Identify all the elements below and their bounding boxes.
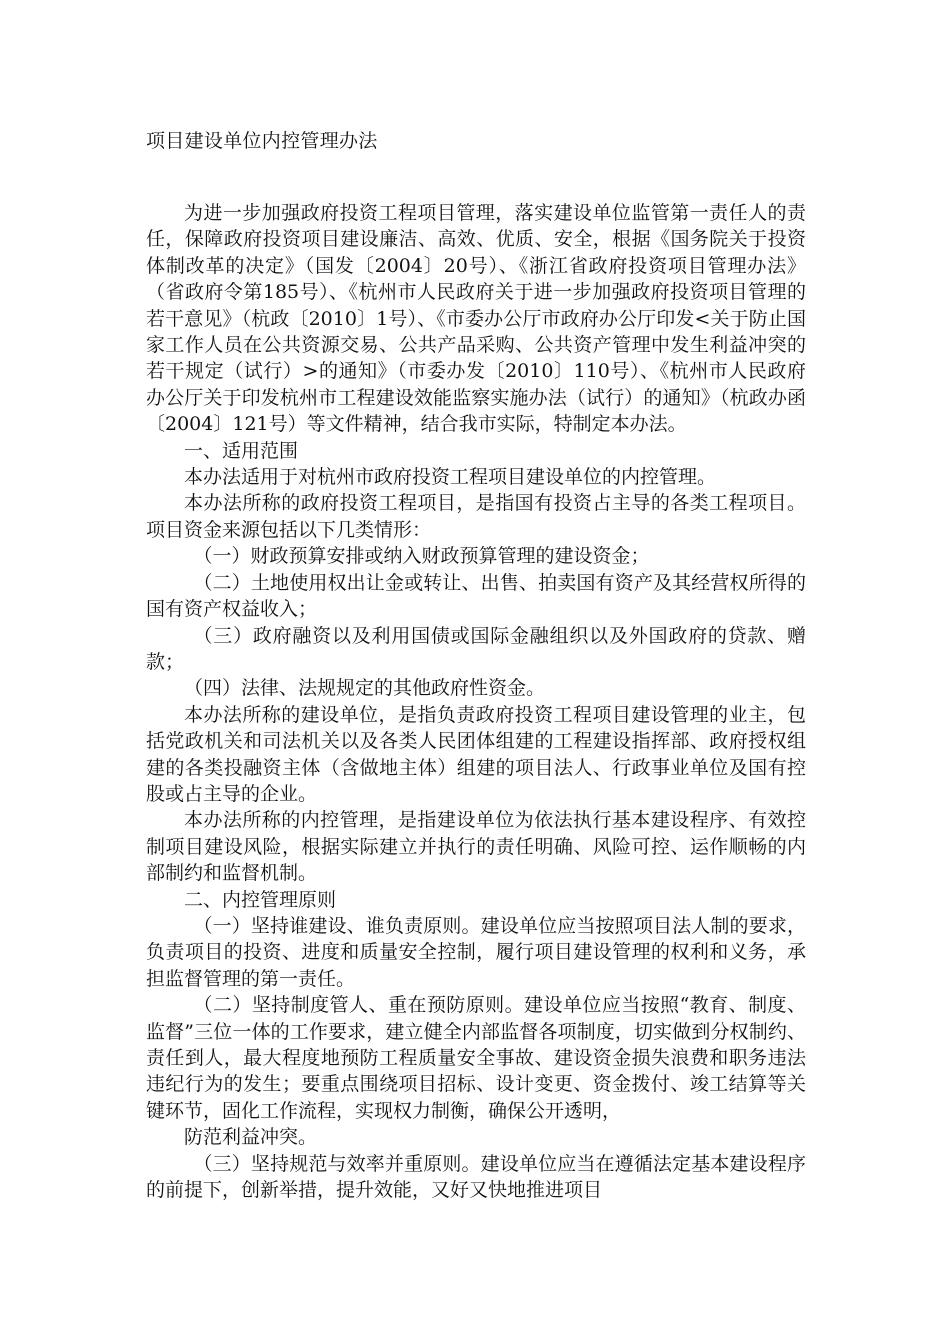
document-body [146,200,806,1203]
scope-item-4: （四）法律、法规规定的其他政府性资金。 [184,677,546,700]
principle-item-2-continued: 防范利益冲突。 [184,1126,318,1149]
scope-item-2: （二）土地使用权出让金或转让、出售、拍卖国有资产及其经营权所得的国有资产权益收入； [146,571,806,621]
scope-paragraph-1: 本办法适用于对杭州市政府投资工程项目建设单位的内控管理。 [184,466,717,489]
scope-item-1: （一）财政预算安排或纳入财政预算管理的建设资金； [193,545,650,568]
principle-item-1: （一）坚持谁建设、谁负责原则。建设单位应当按照项目法人制的要求，负责项目的投资、进度和质量安全控制，履行项目建设管理的权利和义务，承担监督管理的第一责任。 [146,914,806,990]
intro-paragraph: 为进一步加强政府投资工程项目管理，落实建设单位监管第一责任人的责任，保障政府投资项目建设廉洁、高效、优质、安全，根据《国务院关于投资体制改革的决定》（国发〔2004〕20号）、《浙江省政府投资项目管理办法》（省政府令第185号）、《杭州市人民政府关于进一步加强政府投资项目管理的若干意见》（杭政〔2010〕1号）、《市委办公厅市政府办公厅印发<关于防止国家工作人员在公共资源交易、公共产品采购、公共资产管理中发生利益冲突的若干规定（试行）>的通知》（市委办发〔2010〕110号）、《杭州市人民政府办公厅关于印发杭州市工程建设效能监察实施办法（试行）的通知》（杭政办函〔2004〕121号）等文件精神，结合我市实际，特制定本办法。 [146,202,806,436]
scope-paragraph-2: 本办法所称的政府投资工程项目，是指国有投资占主导的各类工程项目。项目资金来源包括以下几类情形： [146,492,806,541]
scope-paragraph-3: 本办法所称的建设单位，是指负责政府投资工程项目建设管理的业主，包括党政机关和司法机关以及各类人民团体组建的工程建设指挥部、政府授权组建的各类投融资主体（含做地主体）组建的项目法人、行政事业单位及国有控股或占主导的企业。 [146,703,806,805]
principle-item-3: （三）坚持规范与效率并重原则。建设单位应当在遵循法定基本建设程序的前提下，创新举措，提升效能，又好又快地推进项目 [146,1152,806,1202]
section-heading-principles: 二、内控管理原则 [184,888,337,911]
scope-paragraph-4: 本办法所称的内控管理，是指建设单位为依法执行基本建设程序、有效控制项目建设风险，根据实际建立并执行的责任明确、风险可控、运作顺畅的内部制约和监督机制。 [146,809,806,885]
scope-item-3: （三）政府融资以及利用国债或国际金融组织以及外国政府的贷款、赠款； [146,624,806,673]
section-heading-scope: 一、适用范围 [184,439,299,462]
principle-item-2: （二）坚持制度管人、重在预防原则。建设单位应当按照“教育、制度、监督”三位一体的工作要求，建立健全内部监督各项制度，切实做到分权制约、责任到人，最大程度地预防工程质量安全事故、建设资金损失浪费和职务违法违纪行为的发生；要重点围绕项目招标、设计变更、资金拨付、竣工结算等关键环节，固化工作流程，实现权力制衡，确保公开透明， [146,994,806,1122]
document-title: 项目建设单位内控管理办法 [146,130,378,152]
